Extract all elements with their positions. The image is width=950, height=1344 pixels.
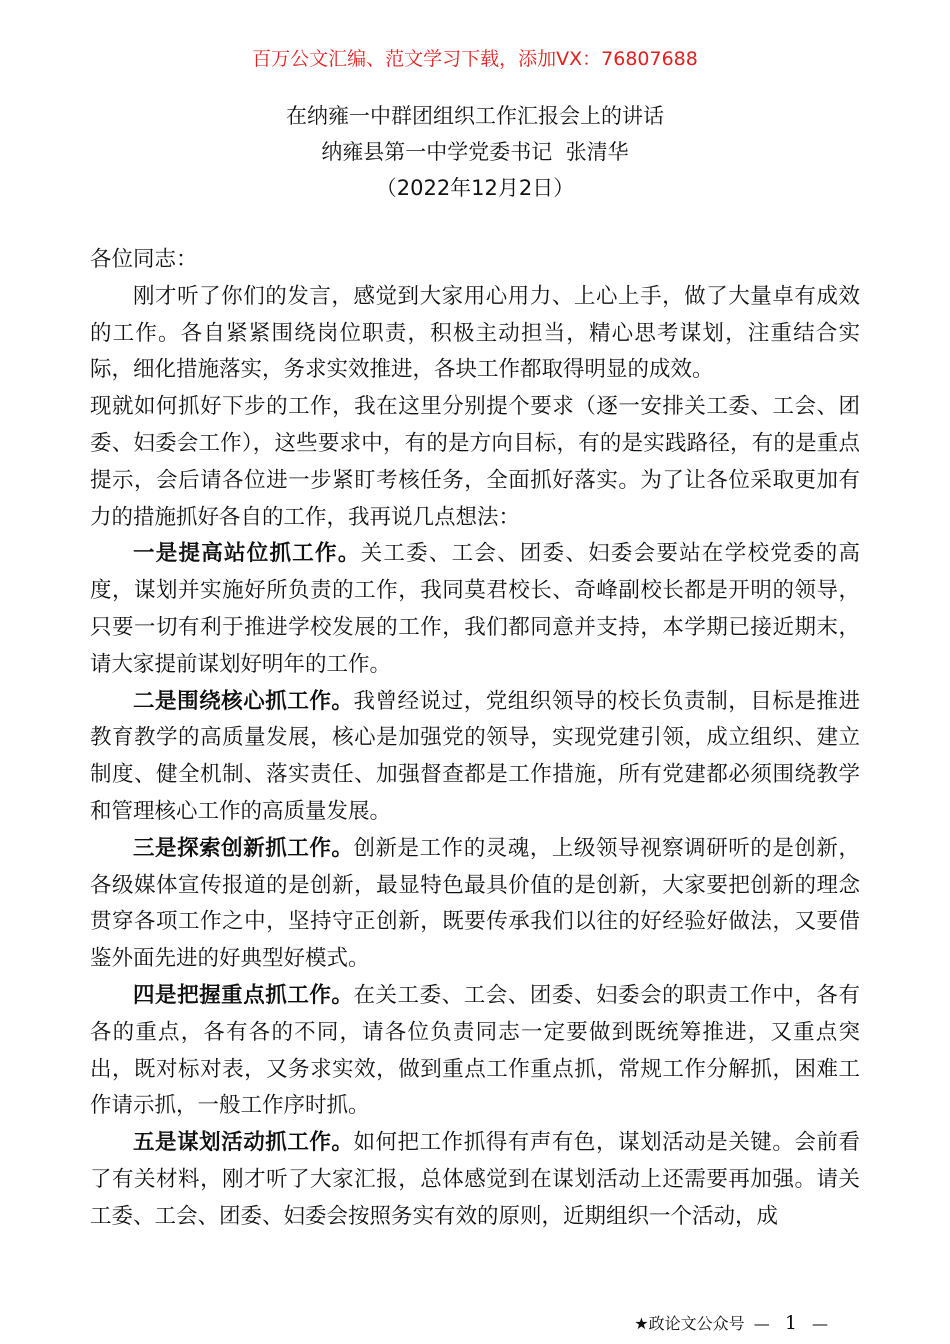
point-text-1: 关工委、工会、团委、妇委会要站在学校党委的高度，谋划并实施好所负责的工作，我同莫君校长、奇峰副校长都是开明的领导，只要一切有利于推进学校发展的工作，我们都同意并支持，本学期已接近期末，请大家提前谋划好明年的工作。 — [90, 541, 860, 677]
footer-source: ★政论文公众号 — [634, 1314, 745, 1333]
title-block — [0, 98, 950, 206]
salutation: 各位同志： — [90, 247, 198, 272]
speech-date: （2022年12月2日） — [375, 176, 575, 200]
footer-dash-left: — — [753, 1314, 770, 1333]
speech-title: 在纳雍一中群团组织工作汇报会上的讲话 — [286, 104, 664, 128]
page-footer — [634, 1312, 832, 1335]
point-paragraph-3 — [90, 831, 860, 978]
point-lead-1: 一是提高站位抓工作。 — [133, 541, 361, 567]
point-text-5: 如何把工作抓得有声有色，谋划活动是关键。会前看了有关材料，刚才听了大家汇报，总体感觉到在谋划活动上还需要再加强。请关工委、工会、团委、妇委会按照务实有效的原则，近期组织一个活动，成 — [90, 1130, 860, 1229]
point-paragraph-1 — [90, 536, 860, 683]
point-text-3: 创新是工作的灵魂，上级领导视察调研听的是创新，各级媒体宣传报道的是创新，最显特色最具价值的是创新，大家要把创新的理念贯穿各项工作之中，坚持守正创新，既要传承我们以往的好经验好做法，又要借鉴外面先进的好典型好模式。 — [90, 835, 860, 972]
point-paragraph-4 — [90, 978, 860, 1125]
paragraph-intro: 刚才听了你们的发言，感觉到大家用心用力、上心上手，做了大量卓有成效的工作。各自紧紧围绕岗位职责，积极主动担当，精心思考谋划，注重结合实际，细化措施落实，务求实效推进，各块工作都取得明显的成效。 — [90, 283, 860, 383]
point-paragraph-5 — [90, 1125, 860, 1235]
speaker-line: 纳雍县第一中学党委书记 张清华 — [321, 140, 629, 164]
speech-body — [90, 242, 860, 1236]
watermark-banner: 百万公文汇编、范文学习下载，添加VX：76807688 — [252, 48, 698, 70]
page-number: 1 — [784, 1312, 797, 1334]
point-lead-2: 二是围绕核心抓工作。 — [133, 688, 354, 714]
point-paragraph-2 — [90, 684, 860, 831]
point-lead-4: 四是把握重点抓工作。 — [133, 982, 354, 1008]
point-lead-3: 三是探索创新抓工作。 — [133, 835, 354, 861]
point-text-4: 在关工委、工会、团委、妇委会的职责工作中，各有各的重点，各有各的不同，请各位负责同志一定要做到既统筹推进，又重点突出，既对标对表，又务求实效，做到重点工作重点抓，常规工作分解抓，困难工作请示抓，一般工作序时抓。 — [90, 982, 860, 1119]
footer-dash-right: — — [812, 1314, 828, 1333]
point-text-2: 我曾经说过，党组织领导的校长负责制，目标是推进教育教学的高质量发展，核心是加强党的领导，实现党建引领，成立组织、建立制度、健全机制、落实责任、加强督查都是工作措施，所有党建都必须围绕教学和管理核心工作的高质量发展。 — [90, 688, 860, 824]
point-lead-5: 五是谋划活动抓工作。 — [133, 1130, 354, 1156]
paragraph-requirements: 现就如何抓好下步的工作，我在这里分别提个要求（逐一安排关工委、工会、团委、妇委会工作），这些要求中，有的是方向目标，有的是实践路径，有的是重点提示，会后请各位进一步紧盯考核任务，全面抓好落实。为了让各位采取更加有力的措施抓好各自的工作，我再说几点想法： — [90, 394, 860, 530]
